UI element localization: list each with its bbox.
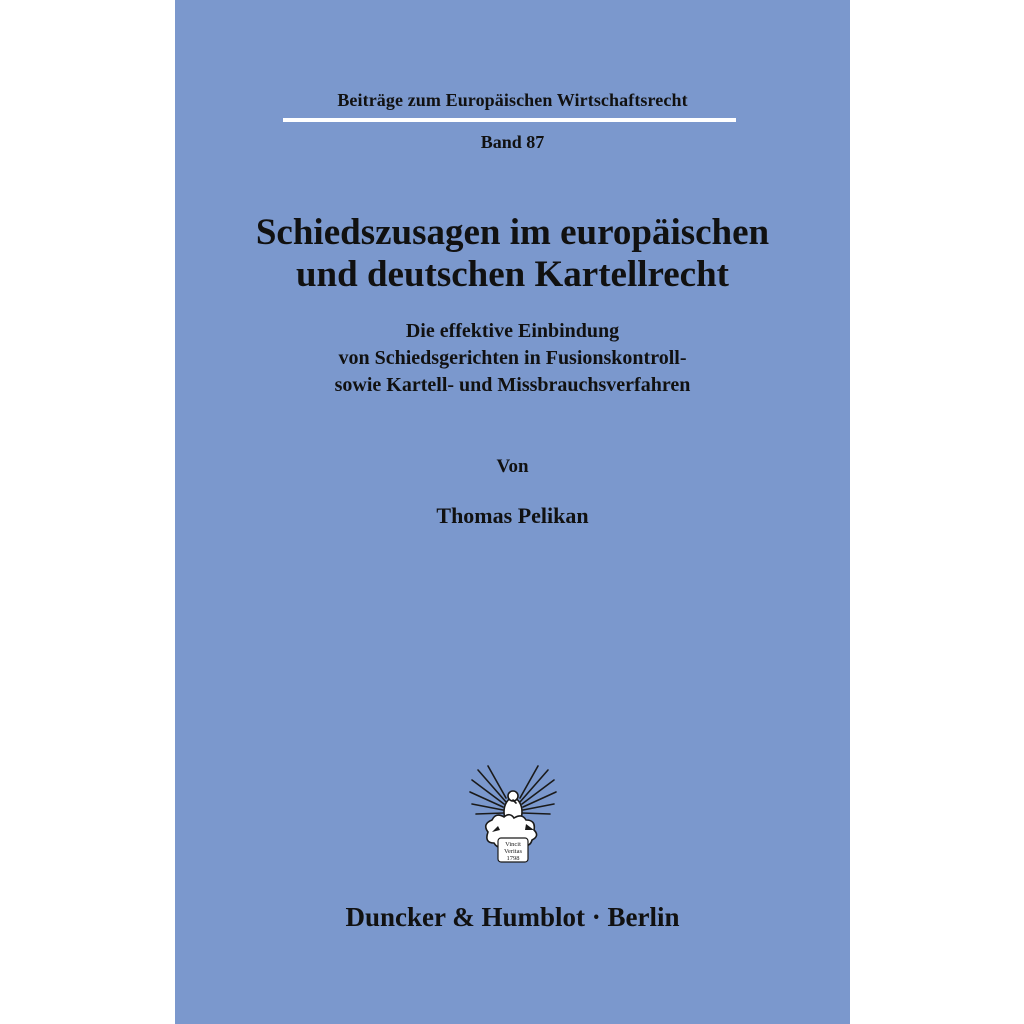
book-title <box>175 212 850 296</box>
book-subtitle-line: Die effektive Einbindung <box>405 320 620 342</box>
book-cover <box>175 0 850 1024</box>
publisher-logo-icon <box>468 762 558 872</box>
book-subtitle-line: von Schiedsgerichten in Fusionskontroll- <box>338 347 687 369</box>
book-subtitle <box>175 318 850 399</box>
book-title-line: und deutschen Kartellrecht <box>295 254 730 295</box>
series-title: Beiträge zum Europäischen Wirtschaftsrecht <box>337 90 688 110</box>
book-subtitle-line: sowie Kartell- und Missbrauchsverfahren <box>334 374 691 396</box>
logo-text-line: Veritas <box>503 848 523 855</box>
book-title-line: Schiedszusagen im europäischen <box>255 212 770 253</box>
volume-number: Band 87 <box>480 132 545 152</box>
publisher-imprint: Duncker & Humblot · Berlin <box>345 902 680 932</box>
series-divider <box>283 118 736 122</box>
logo-text-line: 1798 <box>506 855 520 862</box>
by-label: Von <box>496 456 529 477</box>
author-name: Thomas Pelikan <box>436 503 589 528</box>
logo-text-line: Vincit <box>505 841 521 848</box>
